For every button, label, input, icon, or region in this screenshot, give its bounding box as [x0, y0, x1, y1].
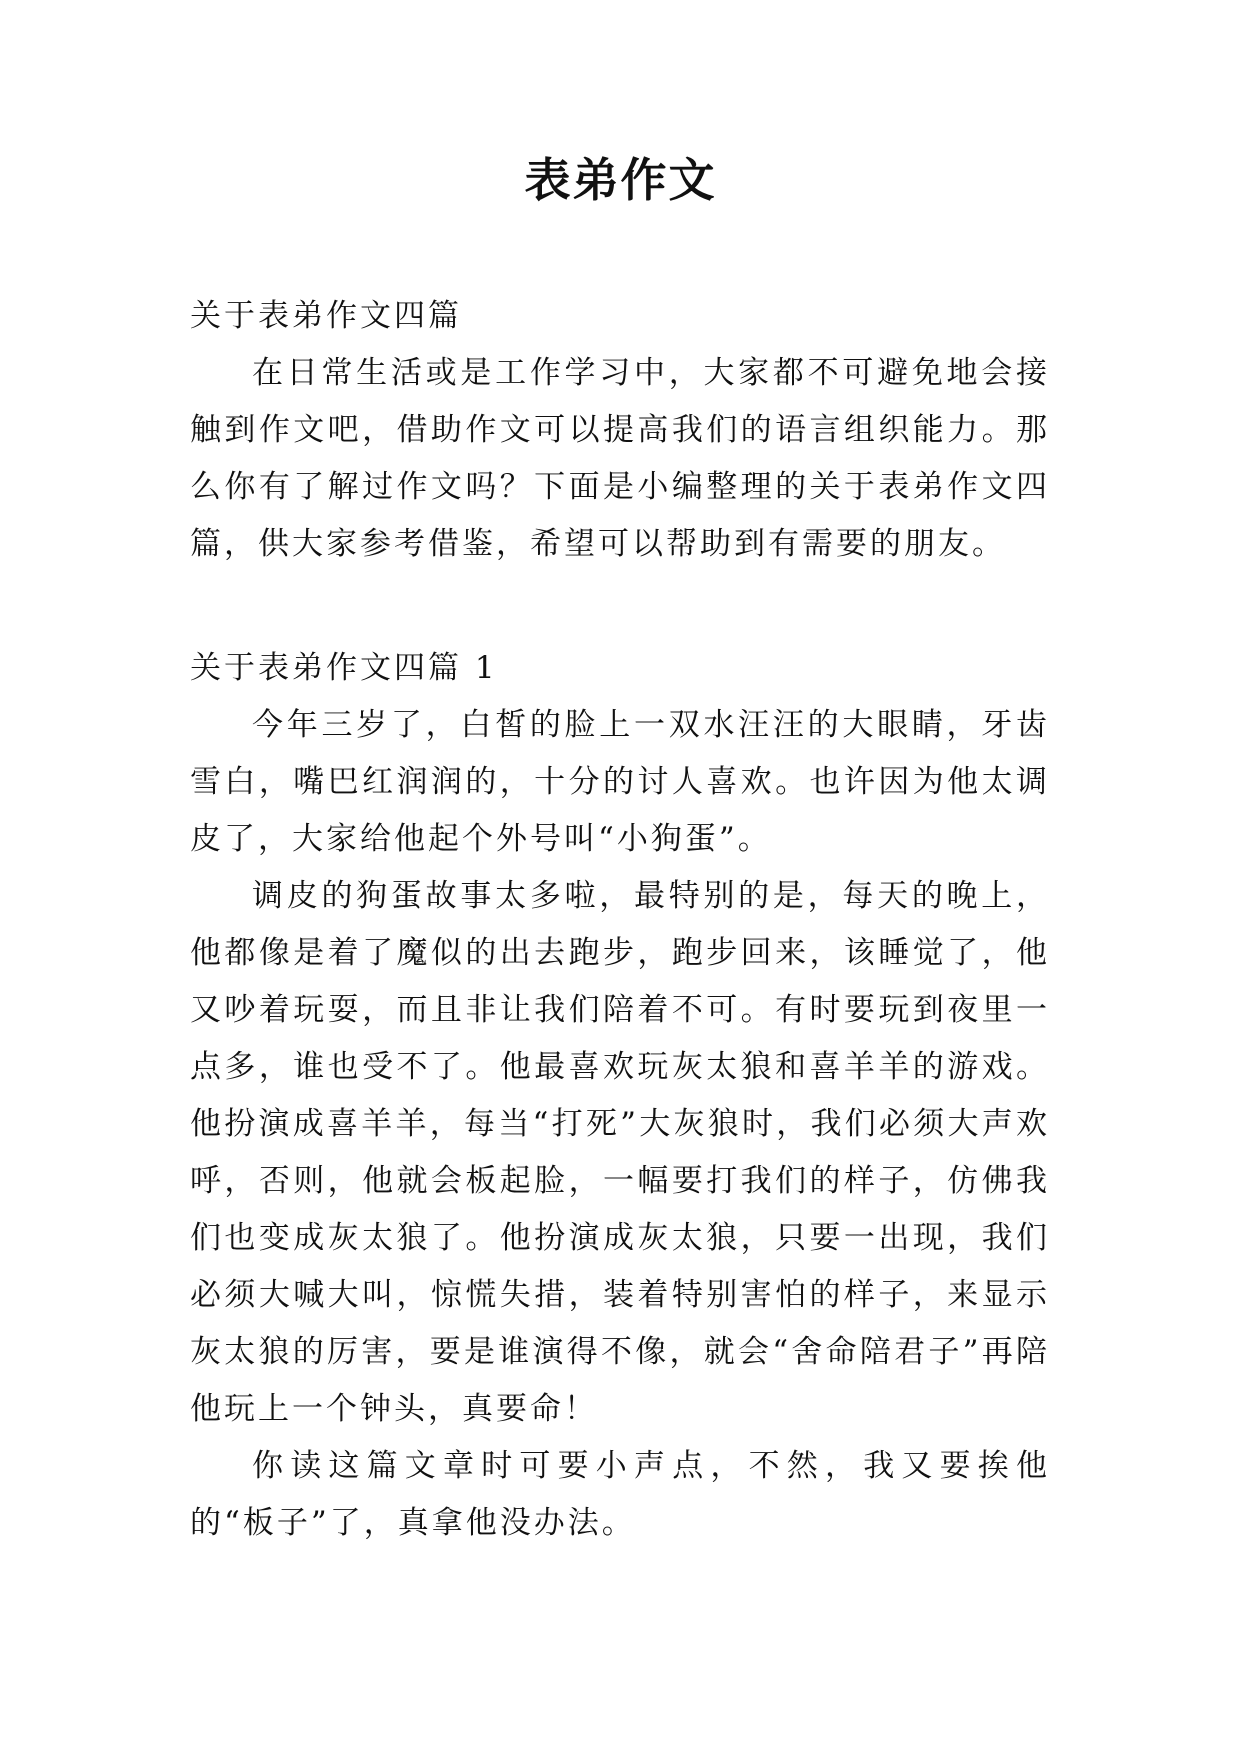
- intro-section: [190, 288, 1050, 573]
- essay-1-paragraph-1: 今年三岁了，白皙的脸上一双水汪汪的大眼睛，牙齿雪白，嘴巴红润润的，十分的讨人喜欢。也许因为他太调皮了，大家给他起个外号叫“小狗蛋”。: [190, 707, 1050, 857]
- document-title: 表弟作文: [524, 153, 717, 207]
- intro-heading: 关于表弟作文四篇: [190, 298, 462, 334]
- essay-1-paragraph-2: 调皮的狗蛋故事太多啦，最特别的是，每天的晚上，他都像是着了魔似的出去跑步，跑步回来，该睡觉了，他又吵着玩耍，而且非让我们陪着不可。有时要玩到夜里一点多，谁也受不了。他最喜欢玩灰太狼和喜羊羊的游戏。他扮演成喜羊羊，每当“打死”大灰狼时，我们必须大声欢呼，否则，他就会板起脸，一幅要打我们的样子，仿佛我们也变成灰太狼了。他扮演成灰太狼，只要一出现，我们必须大喊大叫，惊慌失措，装着特别害怕的样子，来显示灰太狼的厉害，要是谁演得不像，就会“舍命陪君子”再陪他玩上一个钟头，真要命！: [190, 878, 1050, 1427]
- essay-1-heading: 关于表弟作文四篇 1: [190, 650, 498, 686]
- intro-paragraph: 在日常生活或是工作学习中，大家都不可避免地会接触到作文吧，借助作文可以提高我们的语言组织能力。那么你有了解过作文吗？下面是小编整理的关于表弟作文四篇，供大家参考借鉴，希望可以帮助到有需要的朋友。: [190, 355, 1050, 562]
- essay-1-paragraph-3: 你读这篇文章时可要小声点，不然，我又要挨他的“板子”了，真拿他没办法。: [190, 1448, 1050, 1541]
- essay-section-1: [190, 640, 1050, 1552]
